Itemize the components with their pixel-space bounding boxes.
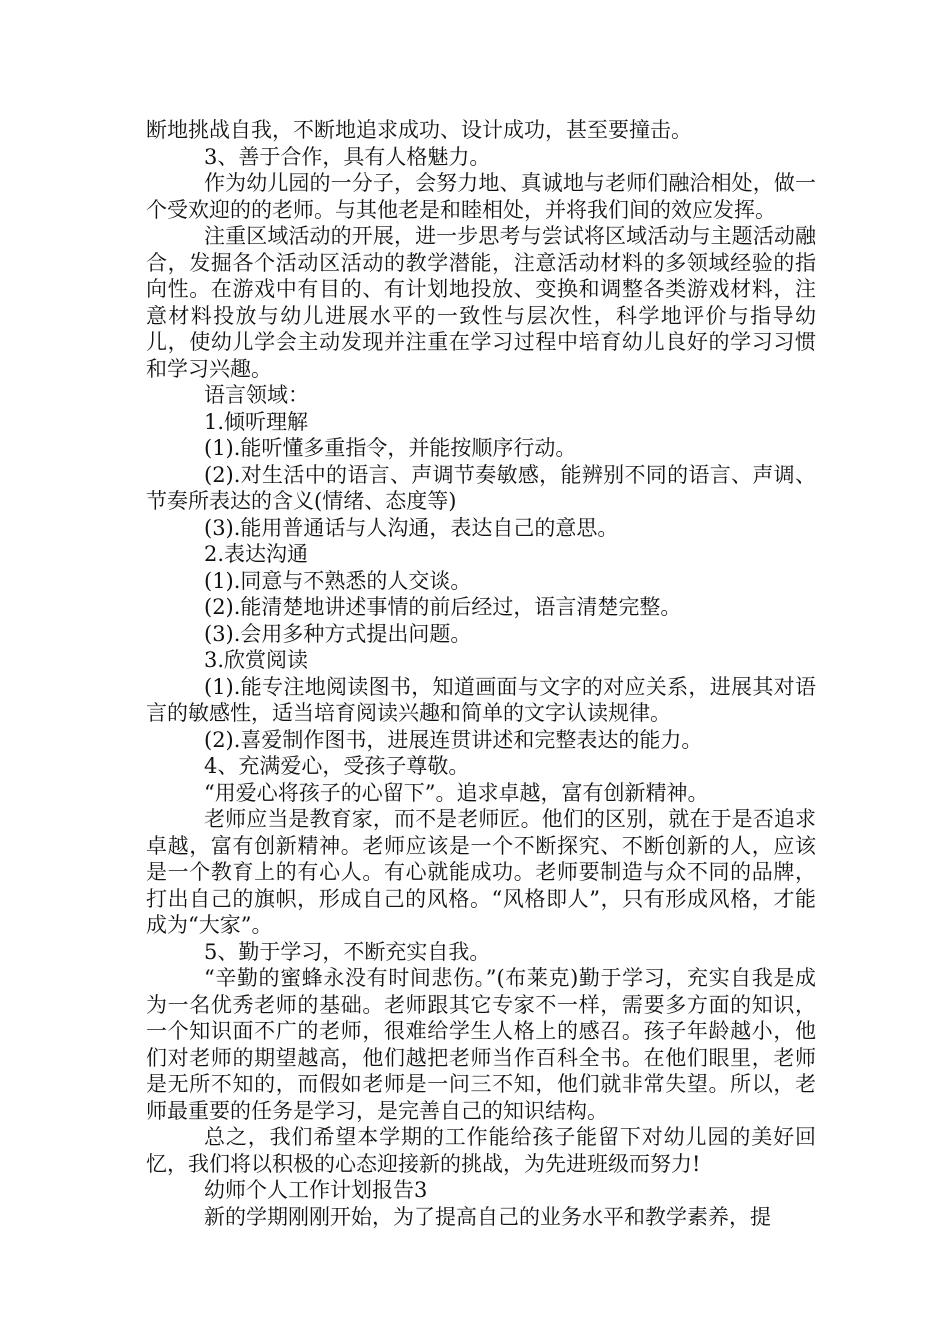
- heading-cooperation: 3、善于合作，具有人格魅力。: [204, 144, 491, 169]
- heading-learning: 5、勤于学习，不断充实自我。: [204, 939, 491, 964]
- paragraph: “辛勤的蜜蜂永没有时间悲伤。”(布莱克)勤于学习，充实自我是成为一名优秀老师的基础。老师跟其它专家不一样，需要多方面的知识，一个知识面不广的老师，很难给学生人格上的感召。孩子年龄越小，他们对老师的期望越高，他们越把老师当作百科全书。在他们眼里，老师是无所不知的，而假如老师是一问三不知，他们就非常失望。所以，老师最重要的任务是学习，是完善自己的知识结构。: [146, 966, 816, 1123]
- list-item: (1).能专注地阅读图书，知道画面与文字的对应关系，进展其对语言的敏感性，适当培育阅读兴趣和简单的文字认读规律。: [146, 674, 816, 725]
- list-item: (2).喜爱制作图书，进展连贯讲述和完整表达的能力。: [204, 727, 703, 752]
- list-item: (3).会用多种方式提出问题。: [204, 621, 472, 646]
- list-item: (1).能听懂多重指令，并能按顺序行动。: [204, 436, 577, 460]
- subheading: 3.欣赏阅读: [204, 648, 309, 672]
- subheading: 1.倾听理解: [204, 409, 309, 434]
- section-label-language: 语言领域：: [204, 383, 309, 407]
- list-item: (1).同意与不熟悉的人交谈。: [204, 568, 472, 593]
- report-title: 幼师个人工作计划报告3: [204, 1178, 428, 1202]
- list-item: (3).能用普通话与人沟通，表达自己的意思。: [204, 515, 619, 540]
- list-item: (2).对生活中的语言、声调节奏敏感，能辨别不同的语言、声调、节奏所表达的含义(情绪、态度等): [146, 462, 816, 513]
- paragraph: 注重区域活动的开展，进一步思考与尝试将区域活动与主题活动融合，发掘各个活动区活动的教学潜能，注意活动材料的多领域经验的指向性。在游戏中有目的、有计划地投放、变换和调整各类游戏材料，注意材料投放与幼儿进展水平的一致性与层次性，科学地评价与指导幼儿，使幼儿学会主动发现并注重在学习过程中培育幼儿良好的学习习惯和学习兴趣。: [146, 224, 816, 381]
- document-page: [146, 117, 816, 1230]
- list-item: (2).能清楚地讲述事情的前后经过，语言清楚完整。: [204, 595, 682, 619]
- paragraph: “用爱心将孩子的心留下”。追求卓越，富有创新精神。: [204, 780, 709, 805]
- paragraph: 老师应当是教育家，而不是老师匠。他们的区别，就在于是否追求卓越，富有创新精神。老师应该是一个不断探究、不断创新的人，应该是一个教育上的有心人。有心就能成功。老师要制造与众不同的品牌，打出自己的旗帜，形成自己的风格。“风格即人”，只有形成风格，才能成为“大家”。: [146, 807, 816, 937]
- subheading: 2.表达沟通: [204, 542, 309, 566]
- heading-love: 4、充满爱心，受孩子尊敬。: [204, 754, 470, 778]
- paragraph-continuation: 断地挑战自我，不断地追求成功、设计成功，甚至要撞击。: [146, 118, 692, 142]
- paragraph: 作为幼儿园的一分子，会努力地、真诚地与老师们融洽相处，做一个受欢迎的的老师。与其他老是和睦相处，并将我们间的效应发挥。: [146, 171, 816, 222]
- paragraph: 新的学期刚刚开始，为了提高自己的业务水平和教学素养，提: [204, 1204, 771, 1229]
- paragraph-summary: 总之，我们希望本学期的工作能给孩子能留下对幼儿园的美好回忆，我们将以积极的心态迎接新的挑战，为先进班级而努力!: [146, 1125, 816, 1176]
